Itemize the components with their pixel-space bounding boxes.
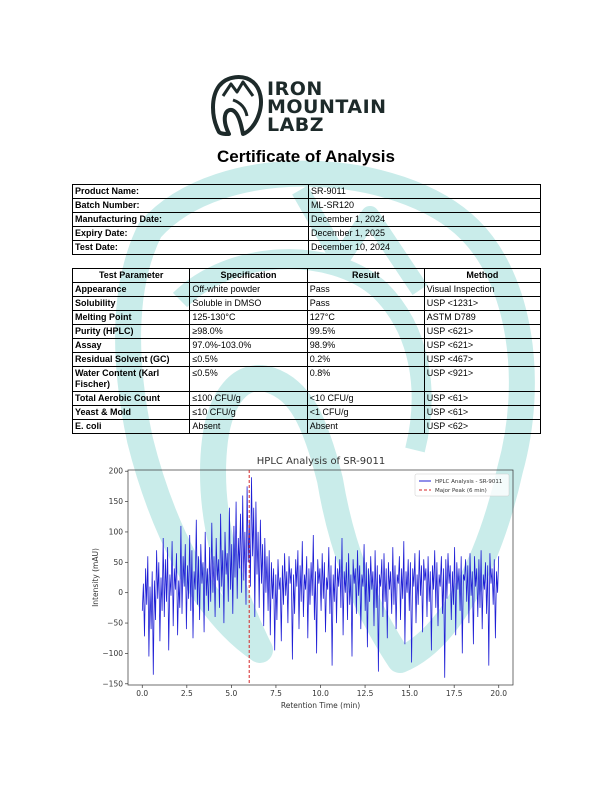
legend-label-series: HPLC Analysis - SR-9011 (435, 479, 503, 485)
specification-cell: ≤0.5% (190, 367, 307, 392)
specification-cell: Absent (190, 420, 307, 434)
specification-cell: ≤100 CFU/g (190, 392, 307, 406)
specification-cell: 97.0%-103.0% (190, 339, 307, 353)
table-row (73, 297, 541, 311)
info-value: December 1, 2025 (309, 227, 541, 241)
chart-legend (415, 474, 509, 496)
x-tick-label: 12.5 (356, 689, 374, 698)
info-label: Test Date: (73, 241, 309, 255)
column-header: Method (424, 269, 540, 283)
product-info-table (72, 184, 541, 255)
y-tick-label: 150 (108, 497, 123, 507)
test-parameter-cell: Melting Point (73, 311, 190, 325)
mountain-logo-icon (209, 72, 265, 138)
method-cell: ASTM D789 (424, 311, 540, 325)
chart-title: HPLC Analysis of SR-9011 (256, 456, 386, 467)
x-tick-label: 7.5 (269, 689, 282, 698)
method-cell: USP <621> (424, 339, 540, 353)
specification-cell: ≥98.0% (190, 325, 307, 339)
table-row (73, 325, 541, 339)
info-value: ML-SR120 (309, 199, 541, 213)
table-row (73, 227, 541, 241)
method-cell: USP <1231> (424, 297, 540, 311)
result-cell: <10 CFU/g (307, 392, 424, 406)
y-tick-label: −100 (102, 648, 123, 658)
table-row (73, 353, 541, 367)
specification-cell: ≤0.5% (190, 353, 307, 367)
test-parameter-cell: Appearance (73, 283, 190, 297)
info-label: Batch Number: (73, 199, 309, 213)
result-cell: Pass (307, 283, 424, 297)
logo-line-2: MOUNTAIN (267, 96, 387, 118)
table-row (73, 283, 541, 297)
table-row (73, 241, 541, 255)
result-cell: <1 CFU/g (307, 406, 424, 420)
info-label: Expiry Date: (73, 227, 309, 241)
info-value: December 1, 2024 (309, 213, 541, 227)
table-row (73, 185, 541, 199)
x-axis-label: Retention Time (min) (280, 701, 361, 710)
specification-cell: ≤10 CFU/g (190, 406, 307, 420)
y-tick-label: 50 (113, 557, 123, 567)
x-tick-label: 20.0 (490, 689, 508, 698)
result-cell: Pass (307, 297, 424, 311)
y-axis-label: Intensity (mAU) (91, 548, 100, 607)
result-cell: 0.2% (307, 353, 424, 367)
result-cell: 98.9% (307, 339, 424, 353)
specification-cell: Soluble in DMSO (190, 297, 307, 311)
result-cell: 99.5% (307, 325, 424, 339)
method-cell: USP <62> (424, 420, 540, 434)
info-label: Manufacturing Date: (73, 213, 309, 227)
y-tick-label: −150 (102, 679, 123, 689)
table-row (73, 199, 541, 213)
hplc-chart (78, 450, 528, 710)
test-results-table (72, 268, 541, 434)
x-tick-label: 17.5 (445, 689, 463, 698)
table-row (73, 311, 541, 325)
table-row (73, 406, 541, 420)
method-cell: USP <467> (424, 353, 540, 367)
test-parameter-cell: E. coli (73, 420, 190, 434)
y-tick-label: 0 (118, 588, 123, 598)
column-header: Result (307, 269, 424, 283)
logo-line-3: LABZ (267, 114, 325, 136)
specification-cell: 125-130°C (190, 311, 307, 325)
document-title: Certificate of Analysis (217, 147, 395, 166)
y-tick-label: 100 (108, 527, 123, 537)
logo-line-1: IRON (267, 78, 323, 100)
column-header: Test Parameter (73, 269, 190, 283)
test-parameter-cell: Yeast & Mold (73, 406, 190, 420)
result-cell: 0.8% (307, 367, 424, 392)
x-tick-label: 15.0 (401, 689, 418, 698)
x-tick-label: 2.5 (180, 689, 193, 698)
y-tick-label: −50 (107, 618, 123, 628)
x-tick-label: 0.0 (136, 689, 149, 698)
x-tick-label: 10.0 (312, 689, 329, 698)
method-cell: USP <61> (424, 406, 540, 420)
info-label: Product Name: (73, 185, 309, 199)
specification-cell: Off-white powder (190, 283, 307, 297)
table-row (73, 420, 541, 434)
column-header: Specification (190, 269, 307, 283)
result-cell: 127°C (307, 311, 424, 325)
test-parameter-cell: Solubility (73, 297, 190, 311)
table-row (73, 392, 541, 406)
logo-wordmark (267, 80, 387, 134)
test-parameter-cell: Water Content (Karl Fischer) (73, 367, 190, 392)
info-value: December 10, 2024 (309, 241, 541, 255)
method-cell: USP <921> (424, 367, 540, 392)
method-cell: USP <61> (424, 392, 540, 406)
test-parameter-cell: Total Aerobic Count (73, 392, 190, 406)
test-parameter-cell: Assay (73, 339, 190, 353)
method-cell: USP <621> (424, 325, 540, 339)
result-cell: Absent (307, 420, 424, 434)
info-value: SR-9011 (309, 185, 541, 199)
test-parameter-cell: Residual Solvent (GC) (73, 353, 190, 367)
y-tick-label: 200 (108, 466, 123, 476)
test-parameter-cell: Purity (HPLC) (73, 325, 190, 339)
table-row (73, 367, 541, 392)
x-tick-label: 5.0 (225, 689, 238, 698)
method-cell: Visual Inspection (424, 283, 540, 297)
table-header-row (73, 269, 541, 283)
legend-label-marker: Major Peak (6 min) (435, 488, 487, 494)
table-row (73, 213, 541, 227)
series-line (142, 477, 498, 677)
company-logo (209, 72, 409, 138)
table-row (73, 339, 541, 353)
